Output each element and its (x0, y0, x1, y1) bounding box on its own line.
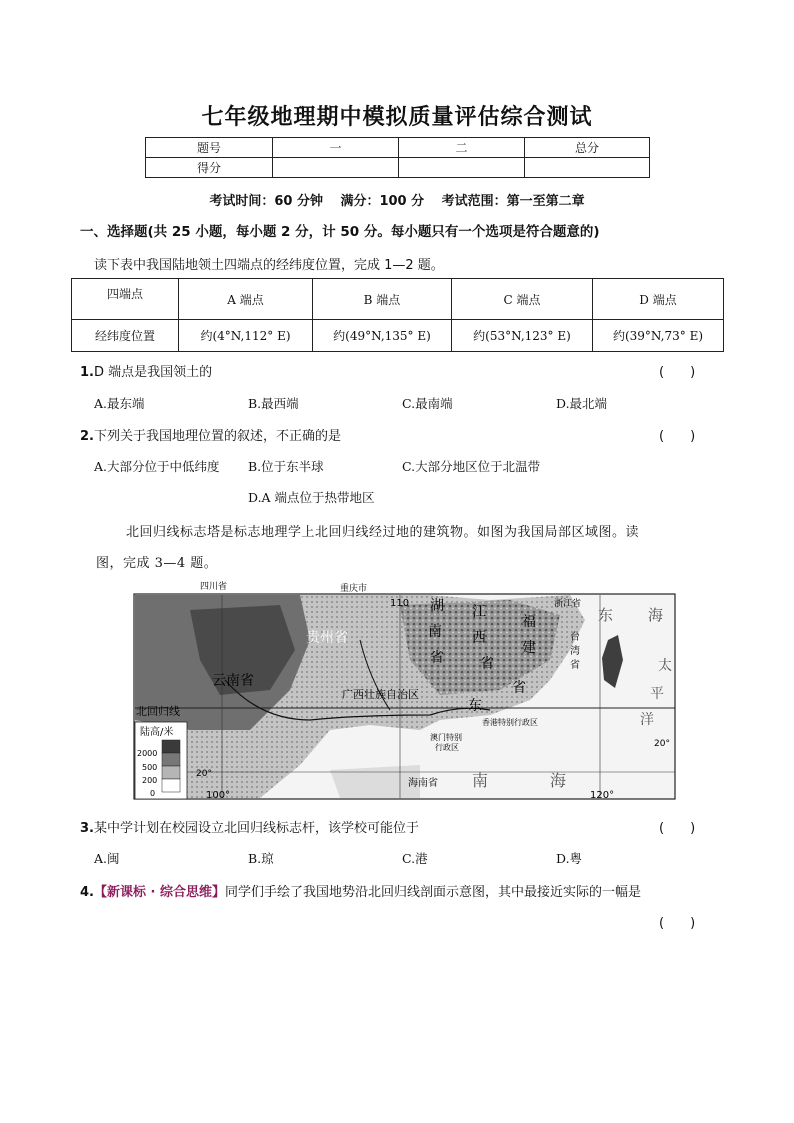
map-label: 四川省 (200, 582, 228, 592)
table-row (72, 320, 724, 352)
score-cell: 一 (273, 138, 399, 158)
map-label: 省 (430, 650, 444, 666)
question-4 (80, 881, 641, 900)
option-a[interactable]: A.大部分位于中低纬度 (94, 459, 220, 474)
question-stem: 某中学计划在校园设立北回归线标志杆，该学校可能位于 (93, 821, 419, 836)
map-label: 建 (522, 640, 536, 656)
option-b[interactable]: B.位于东半球 (248, 459, 324, 474)
map-label: 福 (522, 614, 536, 630)
legend-swatch (162, 740, 180, 753)
score-input-cell[interactable] (399, 158, 525, 178)
regional-map (130, 580, 680, 804)
map-label: 120° (590, 790, 615, 801)
intro-text: 读下表中我国陆地领土四端点的经纬度位置，完成 1—2 题。 (94, 258, 444, 273)
map-legend (135, 722, 187, 799)
question-stem: 同学们手绘了我国地势沿北回归线剖面示意图，其中最接近实际的一幅是 (224, 885, 641, 900)
map-label: 湾 (570, 646, 580, 657)
legend-level: 500 (142, 763, 158, 772)
map-label: 洋 (640, 712, 654, 728)
option-d[interactable]: D.粤 (556, 851, 583, 866)
legend-level: 2000 (137, 749, 158, 758)
table-row (72, 279, 724, 320)
map-label: 浙江省 (554, 599, 582, 609)
answer-blank[interactable]: ( ) (659, 365, 696, 380)
table-header-cell: B 端点 (313, 279, 452, 320)
option-d[interactable]: D.最北端 (556, 396, 608, 411)
score-table (145, 137, 650, 178)
map-label: 台 (570, 632, 580, 643)
map-label: 省 (512, 680, 526, 696)
score-cell: 总分 (525, 138, 650, 158)
table-cell: 约(4°N,112° E) (179, 320, 313, 352)
question-tag: 【新课标 · 综合思维】 (93, 885, 225, 900)
option-d[interactable]: D.A 端点位于热带地区 (248, 490, 375, 505)
question-1 (80, 361, 212, 380)
legend-level: 200 (142, 776, 158, 785)
map-label: 湖 (430, 598, 444, 614)
table-header-cell: D 端点 (593, 279, 724, 320)
option-b[interactable]: B.琼 (248, 851, 274, 866)
map-label: 100° (206, 790, 231, 801)
table-cell: 约(39°N,73° E) (593, 320, 724, 352)
option-b[interactable]: B.最西端 (248, 396, 299, 411)
map-label: 南 (428, 624, 442, 640)
map-label: 海 (648, 606, 664, 624)
map-label: 重庆市 (340, 584, 368, 594)
question-2 (80, 425, 341, 444)
hainan-island (330, 765, 420, 798)
question-number: 1. (80, 365, 94, 380)
map-label: 东 (598, 606, 614, 624)
table-row (146, 158, 650, 178)
table-row (146, 138, 650, 158)
legend-title: 陆高/米 (140, 727, 174, 738)
map-label: 海 (550, 771, 567, 790)
question-stem: 下列关于我国地理位置的叙述，不正确的是 (93, 429, 341, 444)
map-label: 江 (472, 604, 486, 620)
map-label: 行政区 (435, 743, 459, 752)
map-label: 南 (472, 771, 489, 790)
option-c[interactable]: C.大部分地区位于北温带 (402, 459, 541, 474)
map-label: 20° (196, 769, 212, 779)
table-row-label: 经纬度位置 (72, 320, 179, 352)
map-label: 太 (658, 658, 672, 674)
legend-level: 0 (150, 789, 156, 798)
question-number: 3. (80, 821, 94, 836)
legend-swatch (162, 779, 180, 792)
answer-blank[interactable]: ( ) (659, 821, 696, 836)
legend-swatch (162, 766, 180, 779)
section-heading: 一、选择题(共 25 小题，每小题 2 分，计 50 分。每小题只有一个选项是符合题意的) (80, 224, 600, 240)
page-title: 七年级地理期中模拟质量评估综合测试 (201, 105, 593, 130)
option-c[interactable]: C.最南端 (402, 396, 453, 411)
map-label: 平 (650, 686, 664, 702)
map-label: 省 (480, 656, 494, 672)
option-a[interactable]: A.最东端 (94, 396, 145, 411)
map-label: 香港特别行政区 (482, 718, 538, 727)
map-label: 省 (570, 660, 580, 671)
question-number: 2. (80, 429, 94, 444)
option-c[interactable]: C.港 (402, 851, 428, 866)
map-label: 贵州省 (306, 630, 348, 646)
map-label: 西 (472, 630, 486, 646)
option-a[interactable]: A.闽 (94, 851, 120, 866)
map-label: 广西壮族自治区 (342, 688, 419, 701)
score-cell: 得分 (146, 158, 273, 178)
question-number: 4. (80, 885, 94, 900)
table-header-cell: A 端点 (179, 279, 313, 320)
map-label: 110 (390, 598, 410, 609)
answer-blank[interactable]: ( ) (659, 916, 696, 931)
question-stem: D 端点是我国领土的 (93, 365, 213, 380)
map-label: 东 (468, 698, 482, 714)
score-cell: 题号 (146, 138, 273, 158)
map-label: 20° (654, 739, 670, 749)
points-table (71, 278, 724, 352)
table-cell: 约(49°N,135° E) (313, 320, 452, 352)
exam-info: 考试时间：60 分钟 满分：100 分 考试范围：第一至第二章 (209, 194, 585, 209)
question-3 (80, 817, 419, 836)
passage-line-1: 北回归线标志塔是标志地理学上北回归线经过地的建筑物。如图为我国局部区域图。读 (126, 525, 640, 540)
map-label: 北回归线 (136, 705, 180, 718)
table-header-cell: 四端点 (72, 279, 179, 320)
score-input-cell[interactable] (525, 158, 650, 178)
map-label: 澳门特别 (430, 733, 462, 742)
map-label: 云南省 (212, 673, 254, 689)
answer-blank[interactable]: ( ) (659, 429, 696, 444)
score-input-cell[interactable] (273, 158, 399, 178)
legend-swatch (162, 753, 180, 766)
score-cell: 二 (399, 138, 525, 158)
map-label: 海南省 (408, 778, 438, 789)
table-header-cell: C 端点 (452, 279, 593, 320)
passage-line-2: 图，完成 3—4 题。 (96, 556, 218, 571)
table-cell: 约(53°N,123° E) (452, 320, 593, 352)
